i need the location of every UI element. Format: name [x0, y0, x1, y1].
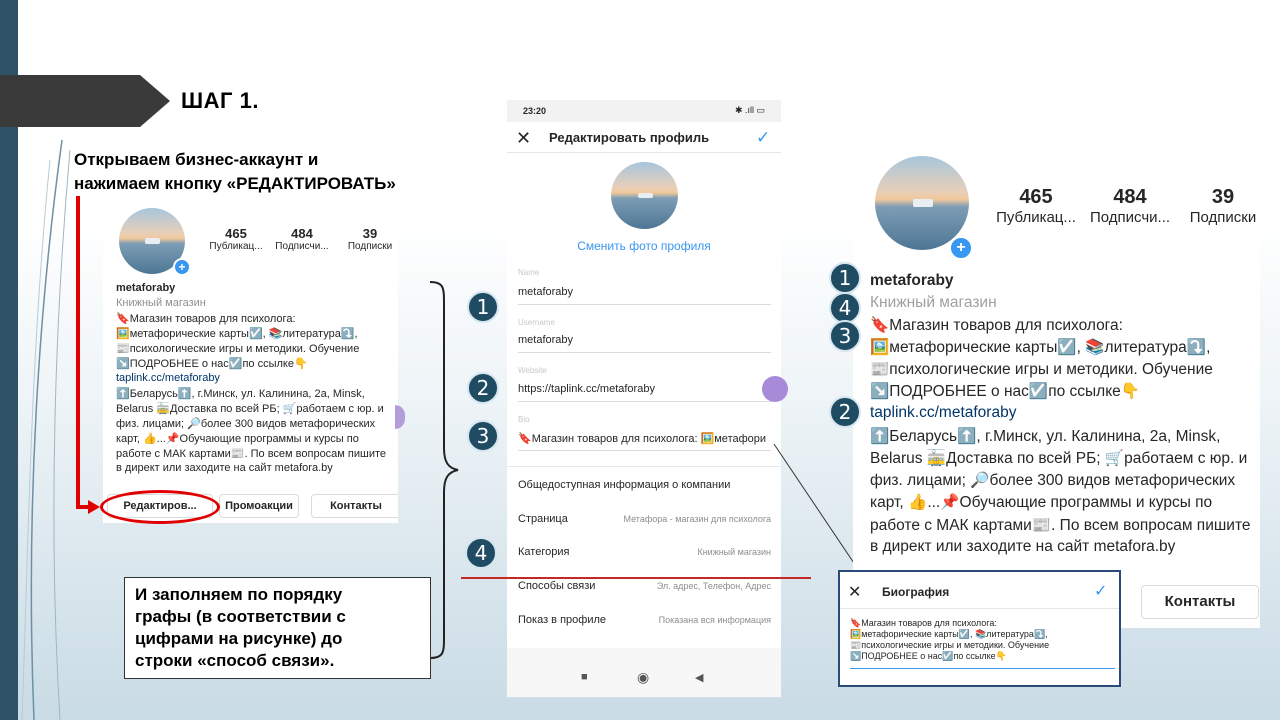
bio-line: 🔖Магазин товаров для психолога: [870, 317, 1123, 334]
close-icon[interactable]: ✕ [516, 128, 532, 148]
row-category-value: Книжный магазин [697, 547, 771, 557]
bio-link[interactable]: taplink.cc/metaforaby [870, 404, 1017, 421]
check-icon[interactable]: ✓ [1094, 583, 1108, 600]
bio-line: 🖼️метафорические карты☑️, 📚литература⤵️, [116, 328, 358, 340]
edit-profile-button[interactable]: Редактиров... [107, 494, 213, 518]
bio-line: Belarus 🚋Доставка по всей РБ; 🛒работаем с юр. и [116, 403, 384, 415]
bio-line: в директ или заходите на сайт metafora.by [116, 462, 333, 474]
field-label-username: Username [518, 318, 555, 327]
stat-following: 39 Подписки [347, 226, 393, 252]
intro-line: нажимаем кнопку «РЕДАКТИРОВАТЬ» [74, 174, 396, 193]
name-field[interactable]: metaforaby [518, 286, 574, 298]
separator-line [461, 577, 811, 579]
bio-editor-popup [838, 570, 1121, 687]
floating-action-icon [762, 376, 788, 402]
number-badge-3: 3 [829, 320, 861, 352]
change-photo-link[interactable]: Сменить фото профиля [577, 239, 711, 253]
profile-photo [611, 162, 678, 229]
popup-title: Биография [882, 585, 950, 599]
nav-back-icon[interactable]: ◀ [695, 672, 704, 684]
bio-line: физ. лицами; 🔎более 300 видов метафорических [116, 418, 376, 430]
row-contacts-value: Эл. адрес, Телефон, Адрес [656, 581, 771, 591]
bio-field[interactable]: 🔖Магазин товаров для психолога: 🖼️метафори [518, 433, 767, 445]
bio-line: работе с МАК картами📰. По всем вопросам пишите [870, 517, 1251, 534]
close-icon[interactable]: ✕ [848, 584, 862, 601]
stat-followers: 484 Подписчи... [1089, 186, 1171, 226]
add-story-icon[interactable]: + [173, 258, 191, 276]
check-icon[interactable]: ✓ [756, 128, 771, 147]
nav-home-icon[interactable]: ◉ [637, 669, 650, 685]
profile-category: Книжный магазин [870, 294, 997, 311]
profile-screenshot-small [103, 200, 398, 523]
profile-username: metaforaby [870, 272, 954, 289]
row-contacts-label[interactable]: Способы связи [518, 580, 596, 592]
bio-line: в директ или заходите на сайт metafora.by [870, 538, 1176, 555]
stat-following: 39 Подписки [1189, 186, 1257, 226]
bio-line: карт, 👍...📌Обучающие программы и курсы по [116, 433, 359, 445]
row-display-label[interactable]: Показ в профиле [518, 614, 606, 626]
status-bar [507, 100, 781, 122]
row-page-value: Метафора - магазин для психолога [623, 514, 771, 524]
bio-line: 📰психологические игры и методики. Обучение [116, 343, 360, 355]
header-title: Редактировать профиль [549, 130, 710, 145]
number-badge-1: 1 [829, 262, 861, 294]
bio-text-line[interactable]: ↘️ПОДРОБНЕЕ о нас☑️по ссылке👇 [850, 651, 1007, 661]
add-story-icon[interactable]: + [949, 236, 973, 260]
note-line: цифрами на рисунке) до [135, 629, 343, 648]
bio-text-line[interactable]: 🖼️метафорические карты☑️, 📚литература⤵️, [850, 629, 1048, 639]
number-badge-4: 4 [465, 537, 497, 569]
intro-text [74, 148, 396, 196]
row-display-value: Показана вся информация [658, 615, 771, 625]
bio-line: Belarus 🚋Доставка по всей РБ; 🛒работаем с юр. и [870, 450, 1248, 467]
edit-profile-screen [507, 100, 781, 697]
website-field[interactable]: https://taplink.cc/metaforaby [518, 383, 655, 395]
username-field[interactable]: metaforaby [518, 334, 574, 346]
status-icons: ✱ .ıll ▭ [734, 105, 765, 115]
status-time: 23:20 [523, 106, 547, 116]
bio-line: 📰психологические игры и методики. Обучение [870, 361, 1213, 378]
bio-line: ↘️ПОДРОБНЕЕ о нас☑️по ссылке👇 [116, 358, 308, 370]
bio-line: ⬆️Беларусь⬆️, г.Минск, ул. Калинина, 2а, Minsk, [116, 388, 365, 400]
contacts-button[interactable]: Контакты [311, 494, 398, 518]
bio-line: ↘️ПОДРОБНЕЕ о нас☑️по ссылке👇 [870, 383, 1141, 400]
bio-line: работе с МАК картами📰. По всем вопросам пишите [116, 448, 387, 460]
note-line: И заполняем по порядку [135, 585, 343, 604]
stat-followers: 484 Подписчи... [275, 226, 329, 252]
step-banner [0, 75, 170, 127]
intro-line: Открываем бизнес-аккаунт и [74, 150, 319, 169]
number-badge-3: 3 [467, 420, 499, 452]
number-badge-1: 1 [467, 291, 499, 323]
bio-line: 🖼️метафорические карты☑️, 📚литература⤵️, [870, 339, 1211, 356]
bio-link[interactable]: taplink.cc/metaforaby [116, 372, 220, 384]
note-line: графы (в соответствии с [135, 607, 346, 626]
stat-posts: 465 Публикац... [996, 186, 1076, 226]
step-title: ШАГ 1. [181, 88, 259, 113]
bio-text-line[interactable]: 📰психологические игры и методики. Обучение [850, 640, 1050, 650]
bio-line: карт, 👍...📌Обучающие программы и курсы по [870, 494, 1213, 511]
profile-username: metaforaby [116, 282, 176, 294]
bio-line: 🔖Магазин товаров для психолога: [116, 313, 296, 325]
pointer-line-vertical [76, 196, 80, 508]
arrow-head-icon [88, 500, 100, 514]
profile-category: Книжный магазин [116, 297, 206, 309]
curly-brace [428, 280, 460, 660]
number-badge-2: 2 [467, 372, 499, 404]
row-category-label[interactable]: Категория [518, 546, 570, 558]
contacts-button[interactable]: Контакты [1141, 585, 1259, 619]
row-page-label[interactable]: Страница [518, 513, 568, 525]
bio-text-line[interactable]: 🔖Магазин товаров для психолога: [850, 618, 997, 628]
field-label-bio: Bio [518, 415, 530, 424]
note-line: строки «способ связи». [135, 651, 335, 670]
bio-line: физ. лицами; 🔎более 300 видов метафорических [870, 472, 1236, 489]
number-badge-4: 4 [829, 292, 861, 324]
avatar [875, 156, 969, 250]
field-label-name: Name [518, 268, 540, 277]
floating-action-icon [395, 405, 405, 429]
field-label-website: Website [518, 366, 547, 375]
promo-button[interactable]: Промоакции [219, 494, 299, 518]
public-info-heading: Общедоступная информация о компании [518, 479, 731, 491]
highlight-ellipse [100, 490, 220, 524]
number-badge-2: 2 [829, 396, 861, 428]
profile-screenshot-large [853, 144, 1260, 628]
nav-recent-icon[interactable]: ■ [581, 671, 588, 683]
stat-posts: 465 Публикац... [209, 226, 263, 252]
instruction-note [124, 577, 431, 679]
bio-line: ⬆️Беларусь⬆️, г.Минск, ул. Калинина, 2а, Minsk, [870, 428, 1221, 445]
